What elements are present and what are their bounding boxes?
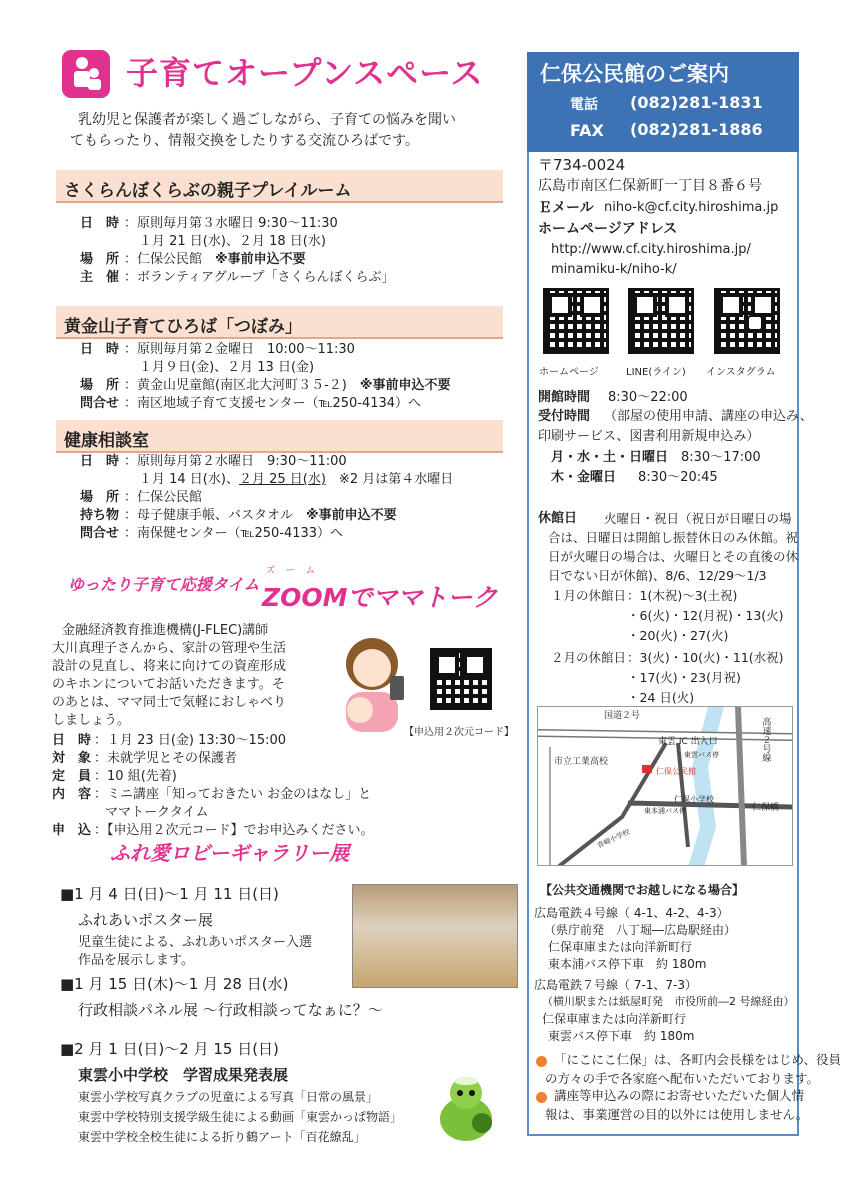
february-closed-label: ２月の休館日 <box>551 650 627 665</box>
map-label-shinonome-bus: 東雲バス停 <box>684 751 719 759</box>
closed-line-4: 日でない日が休館)、8/6、12/29～1/3 <box>548 568 767 583</box>
map-label-nihobashi: 仁保橋 <box>752 803 780 813</box>
tsubomi-date1: 原則毎月第２金曜日 10:00～11:30 <box>137 342 355 357</box>
closed-label: 休館日 <box>538 511 578 526</box>
zoom-desc-6: しましょう。 <box>52 713 131 728</box>
transit-h1a: （県庁前発 八丁堀―広島駅経由） <box>544 923 737 937</box>
fax-number: (082)281-1886 <box>630 120 763 139</box>
sakuran-place-note: ※事前申込不要 <box>215 252 306 267</box>
note-1-line-2: の方々の手で各家庭へ配布いただいております。 <box>545 1071 820 1086</box>
map-label-route2: 国道２号 <box>604 711 641 721</box>
qr-label-line: LINE(ライン) <box>626 367 686 378</box>
reception-note-2: 印刷サービス、図書利用新規申込み） <box>538 429 760 444</box>
zoom-desc-3: 設計の見直し、将来に向けての資産形成 <box>52 659 287 674</box>
sakuran-place: 仁保公民館 <box>137 252 203 267</box>
february-closed-3: ・24 日(火) <box>627 690 695 705</box>
gallery-event3-line2: 東雲中学校特別支援学級生徒による動画「東雲かっぱ物語」 <box>78 1110 403 1124</box>
reception-days-1: 月・水・土・日曜日 <box>551 450 669 465</box>
zoom-row-label-5: 申 込 <box>52 823 92 838</box>
open-hours-label: 開館時間 <box>538 390 591 405</box>
reception-time-2: 8:30～20:45 <box>638 470 718 485</box>
section-tsubomi-title: 黄金山子育てひろば「つぼみ」 <box>56 306 503 339</box>
note-2-line-1: 講座等申込みの際にお寄せいただいた個人情 <box>554 1088 805 1103</box>
address: 広島市南区仁保新町一丁目８番６号 <box>538 178 762 194</box>
tsubomi-contact-label: 問合せ <box>80 396 120 411</box>
intro-line-1: 乳幼児と保護者が楽しく過ごしながら、子育ての悩みを聞い <box>78 112 456 128</box>
gallery-event3-line3: 東雲中学校全校生徒による折り鶴アート「百花繚乱」 <box>78 1130 366 1144</box>
zoom-row-value-2: 10 組(先着) <box>107 769 177 784</box>
health-date1: 原則毎月第２水曜日 9:30～11:00 <box>137 454 347 469</box>
email-address[interactable]: niho-k@cf.city.hiroshima.jp <box>604 200 779 215</box>
transit-h1b: 仁保車庫または向洋新町行 <box>548 940 693 954</box>
reception-label: 受付時間 <box>538 409 591 424</box>
transit-h2b: 仁保車庫または向洋新町行 <box>542 1012 687 1026</box>
homepage-label: ホームページアドレス <box>538 221 678 237</box>
health-items-label: 持ち物 <box>80 508 120 523</box>
transit-h1: 広島電鉄４号線（ 4-1、4-2、4-3） <box>534 906 729 920</box>
reception-note-1: （部屋の使用申請、講座の申込み、 <box>604 409 813 424</box>
homepage-qr-code[interactable] <box>543 288 609 354</box>
intro-line-2: てもらったり、情報交換をしたりする交流ひろばです。 <box>70 133 419 149</box>
reception-days-2: 木・金曜日 <box>551 470 617 485</box>
sakuran-date2: １月 21 日(水)、２月 18 日(水) <box>139 234 326 249</box>
map-label-aozora: 青崎小学校 <box>595 827 632 851</box>
note-bullet-icon <box>536 1092 547 1103</box>
sakuran-date1: 原則毎月第３水曜日 9:30～11:30 <box>137 216 338 231</box>
parent-child-icon <box>62 50 110 98</box>
section-health-title: 健康相談室 <box>56 420 503 453</box>
tsubomi-place: 黄金山児童館(南区北大河町３５-２) <box>137 378 347 393</box>
homepage-url-2[interactable]: minamiku-k/niho-k/ <box>551 262 677 277</box>
reception-time-1: 8:30～17:00 <box>681 450 761 465</box>
health-items-note: ※事前申込不要 <box>306 508 397 523</box>
january-closed-2: ・6(火)・12(月祝)・13(火) <box>627 608 784 623</box>
tsubomi-date2: １月９日(金)、２月 13 日(金) <box>139 360 315 375</box>
health-place-label: 場 所 <box>80 490 120 505</box>
transit-h2a: （横川駅または紙屋町発 市役所前―2 号線経由） <box>542 995 795 1008</box>
gallery-event1-desc2: 作品を展示します。 <box>78 953 194 968</box>
tel-label: 電話 <box>570 97 598 113</box>
health-date2a: １月 14 日(水)、 <box>139 472 239 487</box>
map-label-niho-sho: 仁保小学校 <box>674 795 714 804</box>
transit-title: 【公共交通機関でお越しになる場合】 <box>540 883 745 897</box>
sakuran-date-label: 日 時 <box>80 216 120 231</box>
health-contact: 南保健センター（℡250-4133）へ <box>137 526 344 541</box>
january-closed-label: １月の休館日 <box>551 588 627 603</box>
map-label-ic: 東雲 IC 出入口 <box>658 737 718 747</box>
zoom-row-value-0: １月 23 日(金) 13:30～15:00 <box>107 733 287 748</box>
zoom-desc-5: のあとは、ママ同士で気軽におしゃべり <box>52 695 287 710</box>
line-qr-code[interactable] <box>628 288 694 354</box>
health-items: 母子健康手帳、バスタオル <box>137 508 294 523</box>
tel-number[interactable]: (082)281-1831 <box>630 93 763 112</box>
note-bullet-icon <box>536 1056 547 1067</box>
gallery-event3-line1: 東雲小学校写真クラブの児童による写真「日常の風景」 <box>78 1090 379 1104</box>
closed-line-2: 合は、日曜日は開館し振替休日のみ休館。祝 <box>548 530 799 545</box>
january-closed-1: ：1(木祝)～3(土祝) <box>627 588 738 603</box>
tsubomi-date-label: 日 時 <box>80 342 120 357</box>
transit-h2: 広島電鉄７号線（ 7-1、7-3） <box>534 978 698 992</box>
february-closed-2: ・17(火)・23(月祝) <box>627 670 741 685</box>
kappa-mascot-illustration <box>432 1073 500 1143</box>
zoom-row-label-0: 日 時 <box>52 733 92 748</box>
info-title: 仁保公民館のご案内 <box>540 62 729 86</box>
gallery-event3-title: 東雲小中学校 学習成果発表展 <box>78 1066 289 1084</box>
zoom-desc-1: 金融経済教育推進機構(J-FLEC)講師 <box>62 623 269 638</box>
zoom-qr-caption: 【申込用２次元コード】 <box>404 727 514 738</box>
tsubomi-place-label: 場 所 <box>80 378 120 393</box>
fax-label: FAX <box>570 121 604 140</box>
health-place: 仁保公民館 <box>137 490 203 505</box>
map-label-hall: 仁保公民館 <box>656 767 696 776</box>
transit-h2c: 東雲バス停下車 約 180m <box>548 1029 695 1043</box>
health-date-label: 日 時 <box>80 454 120 469</box>
zoom-desc-4: のキホンについてお話いただきます。そ <box>52 677 285 692</box>
transit-h1c: 東本浦バス停下車 約 180m <box>548 957 707 971</box>
february-closed-1: ：3(火)・10(火)・11(水祝) <box>627 650 784 665</box>
map-label-kousoku: 高速２号線 <box>760 717 771 762</box>
health-contact-label: 問合せ <box>80 526 120 541</box>
sakuran-place-label: 場 所 <box>80 252 120 267</box>
gallery-event1-title: ふれあいポスター展 <box>78 911 214 929</box>
gallery-event1-desc1: 児童生徒による、ふれあいポスター入選 <box>78 935 313 950</box>
gallery-event1-date: ■1 月 4 日(日)～1 月 11 日(日) <box>60 885 279 903</box>
homepage-url-1[interactable]: http://www.cf.city.hiroshima.jp/ <box>551 242 751 257</box>
email-label: Ｅメール <box>538 200 594 216</box>
map-label-ichiritsu: 市立工業高校 <box>554 757 609 767</box>
zoom-row-value-5: 【申込用２次元コード】でお申込みください。 <box>107 823 374 838</box>
postal-code: 〒734-0024 <box>538 156 626 174</box>
zoom-row-label-1: 対 象 <box>52 751 92 766</box>
gallery-event2-title: 行政相談パネル展 ～行政相談ってなぁに？～ <box>78 1001 383 1019</box>
tsubomi-contact: 南区地域子育て支援センター（℡250-4134）へ <box>137 396 422 411</box>
page-title: 子育てオープンスペース <box>126 54 484 92</box>
section-sakuranbo-title: さくらんぼくらぶの親子プレイルーム <box>56 170 503 203</box>
zoom-desc-2: 大川真理子さんから、家計の管理や生活 <box>52 641 287 656</box>
note-1-line-1: 「にこにこ仁保」は、各町内会長様をはじめ、役員 <box>554 1052 842 1067</box>
gallery-title: ふれ愛ロビーギャラリー展 <box>110 841 350 865</box>
january-closed-3: ・20(火)・27(火) <box>627 628 729 643</box>
sakuran-host-label: 主 催 <box>80 270 120 285</box>
sakuran-host: ボランティアグループ「さくらんぼくらぶ」 <box>137 270 395 285</box>
zoom-subtitle: ゆったり子育て応援タイム <box>68 575 260 594</box>
zoom-row-value-4: ママトークタイム <box>105 805 209 820</box>
closed-line-1: 火曜日・祝日（祝日が日曜日の場 <box>604 511 792 526</box>
access-map[interactable] <box>537 706 793 866</box>
closed-line-3: 日が火曜日の場合は、火曜日とその直後の休 <box>548 549 799 564</box>
open-hours: 8:30～22:00 <box>608 390 688 405</box>
qr-label-homepage: ホームページ <box>539 367 599 378</box>
zoom-title: ZOOMでママトーク <box>262 583 498 612</box>
mother-baby-illustration <box>328 630 414 738</box>
zoom-apply-qr-code[interactable] <box>430 648 492 710</box>
zoom-ruby: ズ ー ム <box>266 566 319 576</box>
gallery-event2-date: ■1 月 15 日(木)～1 月 28 日(水) <box>60 975 289 993</box>
instagram-icon <box>747 315 763 331</box>
health-date2b: ２月 25 日(水) <box>238 472 326 487</box>
note-2-line-2: 報は、事業運営の目的以外には使用しません。 <box>545 1107 809 1122</box>
qr-label-instagram: インスタグラム <box>706 367 776 378</box>
map-label-higashimiura: 東本浦バス停 <box>644 807 686 815</box>
health-date2c: ※2 月は第４水曜日 <box>338 472 454 487</box>
zoom-row-value-3: ミニ講座「知っておきたい お金のはなし」と <box>107 787 372 802</box>
zoom-row-label-3: 内 容 <box>52 787 92 802</box>
zoom-row-label-2: 定 員 <box>52 769 92 784</box>
zoom-row-value-1: 未就学児とその保護者 <box>107 751 238 766</box>
poster-gallery-photo <box>352 884 518 988</box>
tsubomi-place-note: ※事前申込不要 <box>359 378 451 393</box>
gallery-event3-date: ■2 月 1 日(日)～2 月 15 日(日) <box>60 1040 279 1058</box>
